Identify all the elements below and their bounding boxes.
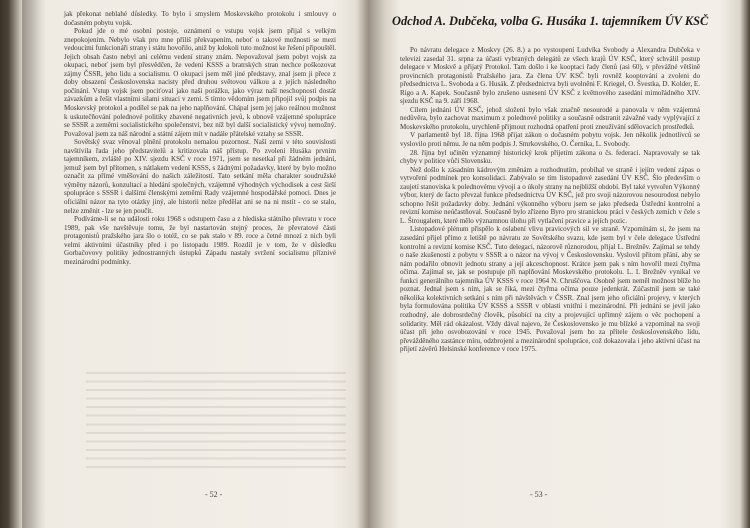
right-paragraph: 28. října byl učiněn významný historický krok přijetím zákona o čs. federaci. Napravovaly se tak chyby v politice vůči Slovensku. <box>400 148 700 166</box>
left-page <box>22 0 367 528</box>
right-paragraph: Než došlo k zásadním kádrovým změnám a rozhodnutím, probíhal ve straně i jejím vedení zápas o vytvoření podmínek pro konsolidaci. Zabývalo se tím listopadové zasedání ÚV KSČ. Šlo především o zaujetí stanoviska k polednovému vývoji a o úkoly strany na nejbližší období. Byl také vytvořen Výkonný výbor, který de facto převzal funkce předsednictva ÚV KSČ, jež pro svoji názorovou nesourodost nebylo schopno řešit požadavky doby. Jednání výkonného výboru jsem se jako předseda Ústřední kontrolní a revizní komise neúčastňoval. Současně bylo zřízeno Byro pro stranickou práci v českých zemích v čele s L. Štrougalem, které mělo významnou úlohu při vytlačení pravice a jejích pozic. <box>400 165 700 225</box>
right-paragraph: Listopadové plénum přispělo k oslabení vlivu pravicových sil ve straně. Vzpomínám si, že jsem na zasedání přijel přímo z letiště po návratu ze Sovětského svazu, kde jsem byl v čele delegace Ústřední kontrolní a revizní komise KSČ. Tuto delegaci, názorově různorodou, přijal L. Brežněv. Zajímal se tehdy o naše zkušenosti z pobytu v SSSR a o názor na vývoj v Československu. Vyslovil přitom přání, aby se nám podařilo obnovit jednotu strany a její akceschopnost. Krátce jsem pak s ním hovořil mezi čtyřma očima. Zajímal se, jak se postupuje při naplňování Moskevského protokolu. L. I. Brežněv vynikal ve funkci generálního tajemníka ÚV KSSS v roce 1964 N. Chruščova. Osobně jsem neměl možnost blíže ho poznat. Jednal jsem s ním, jak se říká, mezi čtyřma očima pouze jedenkrát. Zúčastnil jsem se také několika kolektivních setkání s ním při návštěvách v ČSSR. Znal jsem jeho oficiální projevy, v kterých byla formulována politika ÚV KSSS a SSSR v oblasti vnitřní i mezinárodní. Při jednání se jevil jako rozhodný, ale dobrosrdečný člověk, působící na city a projevující upřímný zájem o věc pochopení a solidarity. Měl rád okázalost. Vždy dával najevo, že Československo je mu blízké a vzpomínal na svoji účast při jeho osvobozování v roce 1945. Považoval jsem ho za přítele československého lidu, převážděného zastánce míru, odzbrojení a mezinárodní spolupráce, což dokazovala i jeho aktivní účast na přijetí závěrů Helsinské konference v roce 1975. <box>400 225 700 354</box>
right-paragraph: Cílem jednání ÚV KSČ, jehož složení bylo však značně nesourodé a panovala v něm vzájemná nedůvěra, bylo zachovat maximum z polednové politiky a současně odstranit závažné vady vyplývající z Moskevského protokolu, urychleně přijmout rozhodná opatření proti zneužívání sdělovacích prostředků. <box>400 105 700 131</box>
left-page-number: - 52 - <box>205 490 223 499</box>
right-page-body <box>400 46 700 354</box>
left-paragraph: jak překonat neblahé důsledky. To bylo i smyslem Moskevského protokolu i smlouvy o dočasném pobytu vojsk. <box>64 10 336 27</box>
chapter-heading: Odchod A. Dubčeka, volba G. Husáka 1. tajemníkem ÚV KSČ <box>392 14 709 28</box>
left-paragraph: Sovětský svaz věnoval plnění protokolu nemalou pozornost. Naší zemi v této souvislosti navštívila řada jeho představitelů a kritizovala náš přístup. Po zvolení Husáka prvním tajemníkem, zvláště po XIV. sjezdu KSČ v roce 1971, jsem se nesetkal při žádném jednání, jemuž jsem byl přítomen, s nátlakem vedení KSSS, s žádnými požadavky, které by bylo možno označit za přímé vměšování do našich záležitostí. Tato setkání měla charakter soudružské výměny názorů, konzultací a hledání společných, vzájemně výhodných východisek a cest širší spolupráce s SSSR i dalšími členskými zeměmi Rady vzájemné hospodářské pomoci. Dnes je oficiální názor na tyto otázky jiný, ale historii nelze předělat ani se na ni mstít - co se stalo, nelze změnit - lze se jen poučit. <box>64 138 336 215</box>
show-through-text <box>86 372 346 472</box>
left-page-body <box>64 10 336 266</box>
right-page <box>380 0 738 528</box>
left-paragraph: Pokud jde o mé osobní postoje, oznámení o vstupu vojsk jsem přijal s velkým znepokojením. Nebylo však pro mne příliš překvapením, neboť o takové možnosti se mezi vedoucími funkcionáři strany i státu hovořilo, aniž by kdokoli tuto možnost ke řešení připouštěl. Jejich obsah často nebyl ani celému vedení strany znám. Nepovažoval jsem pobyt vojsk za okupaci, neboť jsem byl přesvědčen, že vedení KSSS a bratrských stran nechce poškozovat zájmy ČSSR, jeho lidu a socialismu. O okupaci jsem měl jiné představy, znal jsem ji přece z doby obsazení Československa nacisty před druhou světovou válkou a z jejích následného počínání. Vstup vojsk jsem pociťoval jako naši porážku, jako výraz naší neschopnosti dostát závazkům a řešit vlastními silami situaci v zemi. S tímto vědomím jsem připojil svůj podpis na Moskevský protokol a podílel se pak na jeho naplňování. Chápal jsem jej jako reálnou možnost k uskutečňování polednové politiky zbavené negativních jevů, k obnově vzájemné spolupráce se SSSR a zeměmi socialistického společenství, bez níž byl další socialistický vývoj nemožný. Považoval jsem za náš národní a státní zájem mít v nadále přátelské vztahy se SSSR. <box>64 27 336 138</box>
right-paragraph: Po návratu delegace z Moskvy (26. 8.) a po vystoupení Ludvíka Svobody a Alexandra Dubčeka v televizi zasedal 31. srpna za účasti vybraných delegátů ze všech krajů ÚV KSČ, který schválil postup delegace v Moskvě a přijatý Protokol. Tam došlo i ke kooptaci řady členů (asi 60), v převážné většině provincních protagonistů Pražského jara. Za člena ÚV KSČ byli rovněž kooptováni a zvoleni do předsednictva L. Svoboda a G. Husák. Z předsednictva byli uvolněni F. Kriegel, O. Švestka, D. Kolder, E. Rigo a A. Kapek. Současně bylo zrušeno usnesení ÚV KSČ z květnového zasedání mimořádného XIV. sjezdu KSČ na 9. září 1968. <box>400 46 700 106</box>
right-page-number: - 53 - <box>530 490 548 499</box>
left-paragraph: Podíváme-li se na události roku 1968 s odstupem času a z hlediska státního převratu v roce 1989, pak vše navštěvuje tomu, že byl nastartován stejný proces, že převratové části protagonistů pražského jara šlo o totéž, co se pak stalo v 89. roce a četné mnozí z nich byli velmi aktivními účastníky před i po listopadu 1989. Rozdíl je v tom, že v důsledku Gorbačovovy politiky jednostranných ústupků Západu nastaly svržení socialismu příznivé mezinárodní podmínky. <box>64 215 336 266</box>
right-paragraph: V parlamentě byl 18. října 1968 přijat zákon o dočasném pobytu vojsk. Jen několik jednotlivců se vyslovilo proti němu. Je na něm podpis J. Smrkovského, O. Černíka, L. Svobody. <box>400 131 700 149</box>
